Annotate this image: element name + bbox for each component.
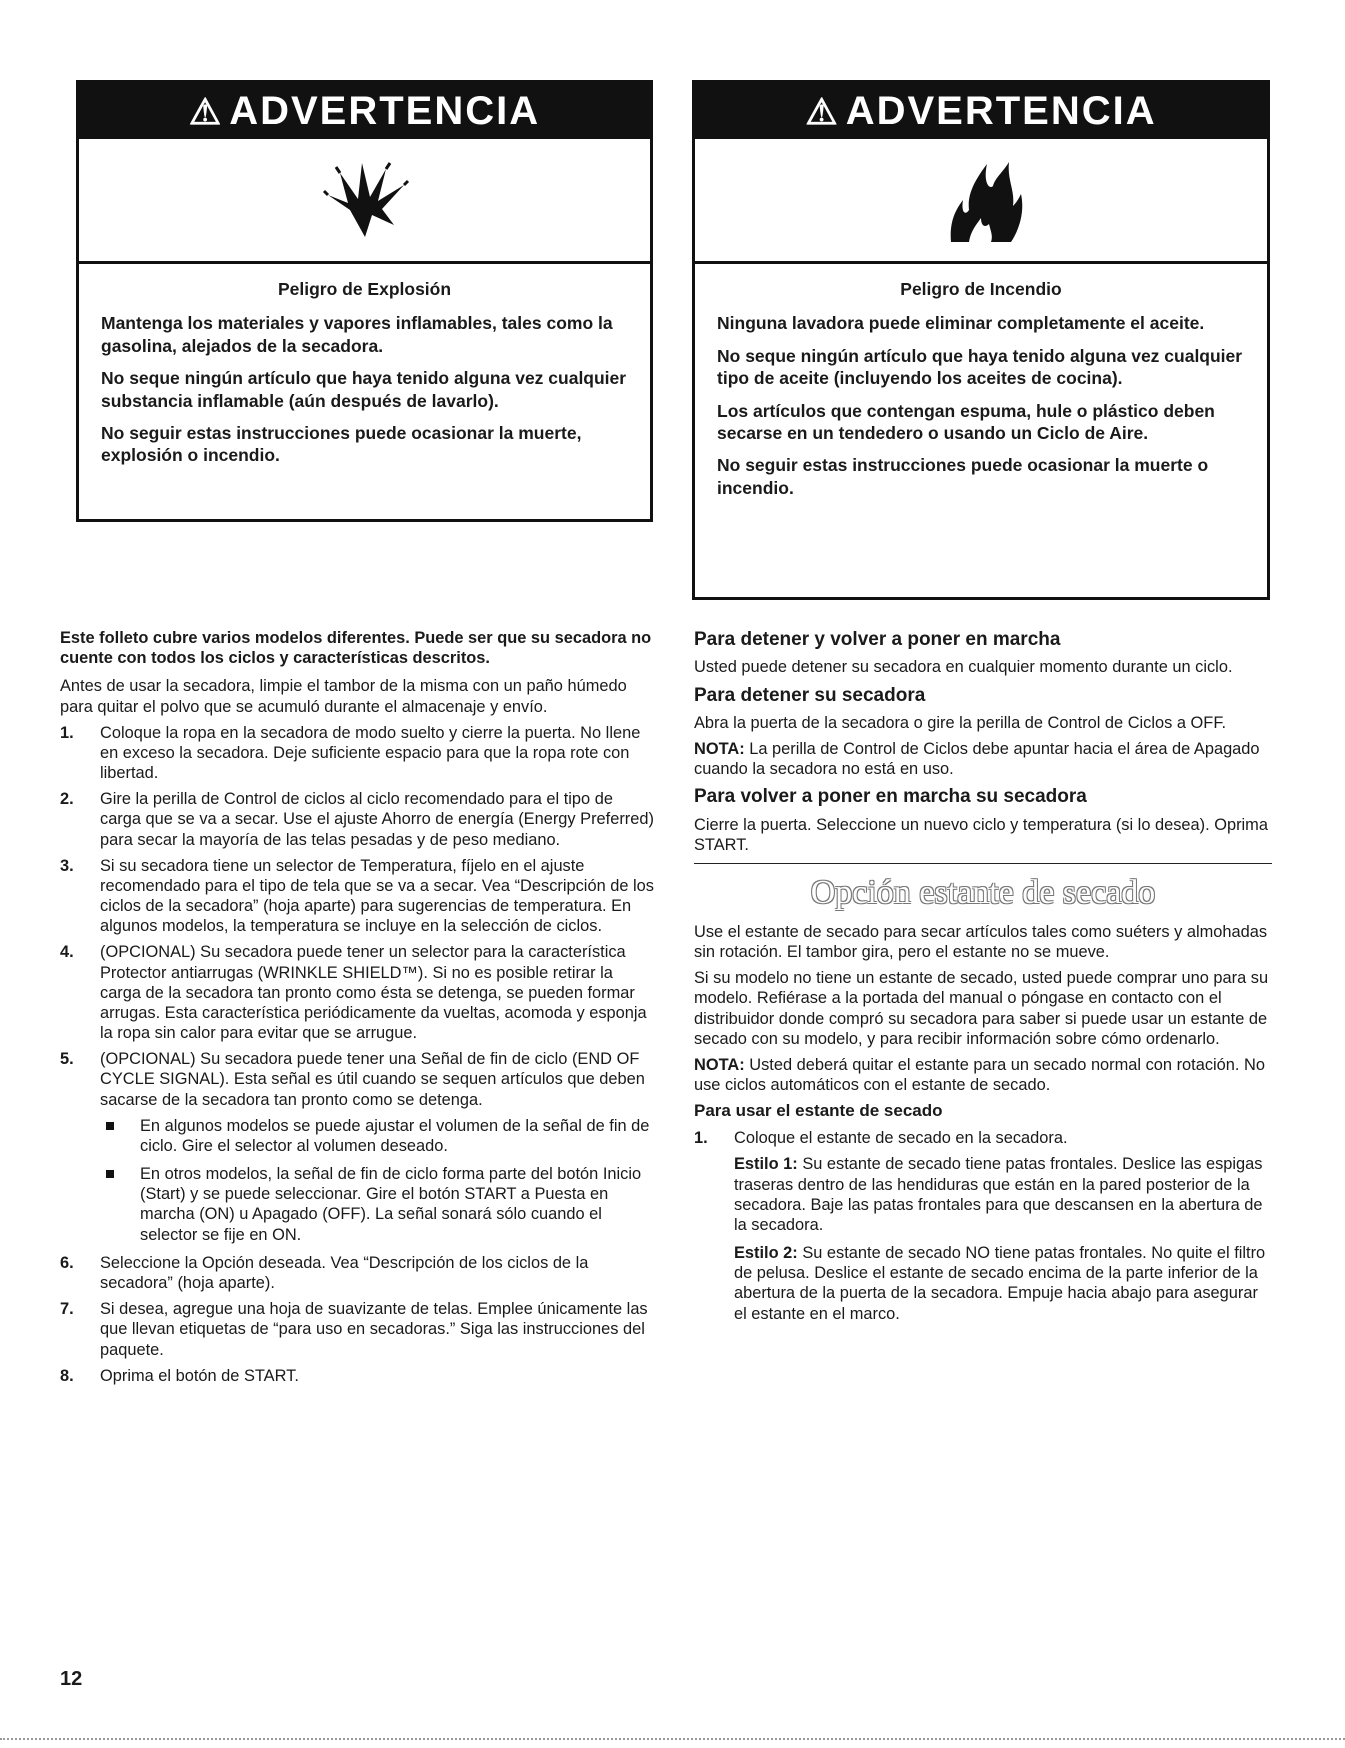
warning-body [79,264,650,487]
right-column [694,628,1272,1332]
style-paragraph: Estilo 1: Su estante de secado tiene patas frontales. Deslice las espigas traseras dentro de las hendiduras que están en la pared posterior de la secadora. Baje las patas frontales para que descansen en la abertura de la secadora. [734,1155,1263,1234]
paragraph: Cierre la puerta. Seleccione un nuevo ciclo y temperatura (si lo desea). Oprima START. [694,815,1268,854]
warning-paragraph: No seguir estas instrucciones puede ocasionar la muerte o incendio. [717,455,1209,498]
warning-paragraph: No seguir estas instrucciones puede ocasionar la muerte, explosión o incendio. [101,422,582,466]
warning-triangle-icon: ⚠ [805,91,840,132]
warning-triangle-icon: ⚠ [188,91,224,132]
divider [694,863,1272,864]
note-paragraph: NOTA: La perilla de Control de Ciclos debe apuntar hacia el área de Apagado cuando la secadora no está en uso. [694,740,1260,779]
subsection-heading: Para usar el estante de secado [694,1101,943,1121]
bullet-square-icon [106,1122,114,1130]
warning-paragraph: Mantenga los materiales y vapores inflamables, tales como la gasolina, alejados de la secadora. [101,313,613,356]
bullet-square-icon [106,1170,114,1178]
left-column [60,628,654,1392]
fire-icon [931,150,1031,250]
bullet-item: En otros modelos, la señal de fin de ciclo forma parte del botón Inicio (Start) y se puede seleccionar. Gire el botón START a Puesta en marcha (ON) u Apagado (OFF). La señal sonará sólo cuando el selector se fije en ON. [100,1164,654,1245]
explosion-icon-area [79,139,650,264]
list-item: 6. Seleccione la Opción deseada. Vea “Descripción de los ciclos de la secadora” (hoja aparte). [60,1253,589,1292]
section-heading: Para volver a poner en marcha su secadora [694,786,1087,808]
intro-paragraph: Antes de usar la secadora, limpie el tambor de la misma con un paño húmedo para quitar el polvo que se acumuló durante el almacenaje y envío. [60,677,627,716]
paragraph: Abra la puerta de la secadora o gire la perilla de Control de Ciclos a OFF. [694,713,1227,732]
warning-paragraph: Ninguna lavadora puede eliminar completamente el aceite. [717,313,1205,334]
list-item: 5. (OPCIONAL) Su secadora puede tener una Señal de fin de ciclo (END OF CYCLE SIGNAL). Esta señal es útil cuando se sequen artículos que deben sacarse de la secadora tan pronto como se detenga. En algunos modelos se puede ajustar el volumen de la señal de fin de ciclo. Gire el selector al volumen deseado. En otros modelos, la señal de fin de ciclo forma parte del botón Inicio (Start) y se puede seleccionar. Gire el botón START a Puesta en marcha (ON) u Apagado (OFF). La señal sonará sólo cuando el selector se fije en ON. [60,1049,654,1245]
paragraph: Si su modelo no tiene un estante de secado, usted puede comprar uno para su modelo. Refiérase a la portada del manual o póngase en contacto con el distribuidor donde compró su secadora para saber si puede usar un estante de secado con su modelo, y para recibir información sobre cómo ordenarlo. [694,969,1269,1048]
page-number: 12 [60,1668,83,1690]
note-paragraph: NOTA: Usted deberá quitar el estante para un secado normal con rotación. No use ciclos automáticos con el estante de secado. [694,1055,1265,1095]
list-item: 3. Si su secadora tiene un selector de Temperatura, fíjelo en el ajuste recomendado para el tipo de tela que se va a secar. Vea “Descripción de los ciclos de la secadora” (hoja aparte) para sugerencias de temperatura. En algunos modelos, la temperatura se incluye en la selección de ciclos. [60,856,654,936]
rack-steps-list [694,1128,1272,1148]
hazard-title: Peligro de Explosión [277,279,452,299]
warning-body [695,264,1267,519]
warning-header: ⚠ ADVERTENCIA [695,83,1267,139]
list-item: 2. Gire la perilla de Control de ciclos al ciclo recomendado para el tipo de carga que se va a secar. Use el ajuste Ahorro de energía (Energy Preferred) para secar la mayoría de las telas pesadas y de peso mediano. [60,790,654,849]
bullet-item: En algunos modelos se puede ajustar el volumen de la señal de fin de ciclo. Gire el selector al volumen deseado. [100,1116,654,1156]
style-paragraph: Estilo 2: Su estante de secado NO tiene patas frontales. No quite el filtro de pelusa. Deslice el estante de secado encima de la parte inferior de la abertura de la puerta de la secadora. Empuje hacia abajo para asegurar el estante en el marco. [734,1244,1266,1323]
steps-list [60,723,654,1386]
warning-header: ⚠ ADVERTENCIA [79,83,650,139]
section-heading: Para detener y volver a poner en marcha [694,629,1061,650]
explosion-icon [320,155,410,245]
list-item: 8. Oprima el botón de START. [60,1366,299,1385]
scan-edge-divider [0,1738,1345,1740]
bullet-list [100,1116,654,1245]
warning-box-explosion [76,80,653,522]
hazard-title: Peligro de Incendio [900,279,1062,299]
list-item: 1. Coloque el estante de secado en la secadora. [694,1129,1068,1148]
list-item: 1. Coloque la ropa en la secadora de modo suelto y cierre la puerta. No llene en exceso la secadora. Deje suficiente espacio para que la ropa rote con libertad. [60,723,641,783]
section-title: Opción estante de secado [810,874,1156,912]
list-item: 4. (OPCIONAL) Su secadora puede tener un selector para la característica Protector antiarrugas (WRINKLE SHIELD™). Si no es posible retirar la carga de la secadora tan pronto como ésta se detenga, se pueden formar arrugas. Esta característica periódicamente da vueltas, acomoda y esponja la ropa sin calor para evitar que se arrugue. [60,943,647,1043]
list-item: 7. Si desea, agregue una hoja de suavizante de telas. Emplee únicamente las que llevan etiquetas de “para uso en secadoras.” Siga las instrucciones del paquete. [60,1300,648,1359]
warning-paragraph: No seque ningún artículo que haya tenido alguna vez cualquier tipo de aceite (incluyendo los aceites de cocina). [717,345,1243,389]
warning-box-fire [692,80,1270,600]
paragraph: Usted puede detener su secadora en cualquier momento durante un ciclo. [694,658,1233,677]
warning-paragraph: No seque ningún artículo que haya tenido alguna vez cualquier substancia inflamable (aún después de lavarlo). [101,368,627,411]
section-heading: Para detener su secadora [694,684,926,706]
lead-paragraph: Este folleto cubre varios modelos diferentes. Puede ser que su secadora no cuente con todos los ciclos y características descritos. [60,629,652,668]
warning-paragraph: Los artículos que contengan espuma, hule o plástico deben secarse en un tendedero o usando un Ciclo de Aire. [717,400,1215,443]
paragraph: Use el estante de secado para secar artículos tales como suéters y almohadas sin rotación. El tambor gira, pero el estante no se mueve. [694,922,1268,962]
fire-icon-area [695,139,1267,264]
